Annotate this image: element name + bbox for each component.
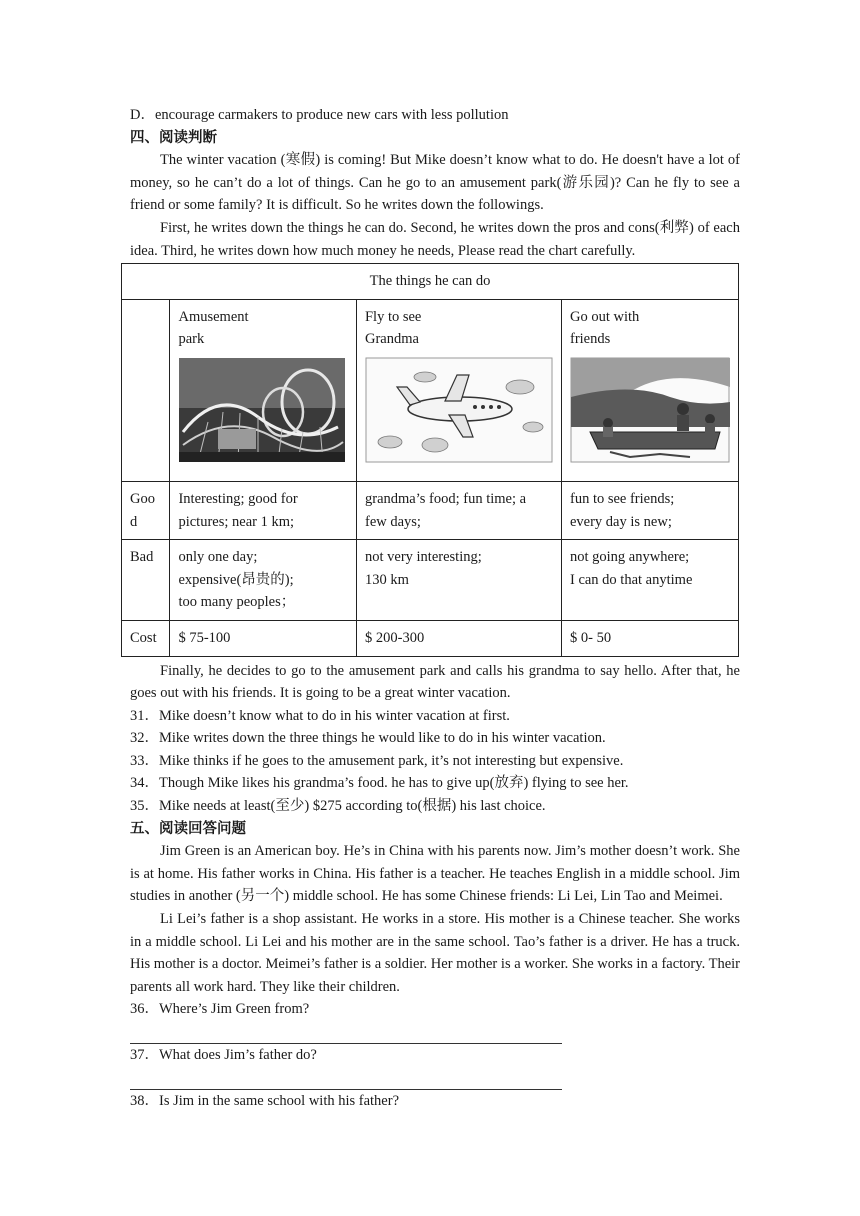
roller-coaster-image: [178, 357, 348, 475]
cell-line: pictures; near 1 km;: [178, 513, 295, 530]
col1-label-2: park: [178, 331, 205, 348]
section4-after-paragraph: Finally, he decides to go to the amusement park and calls his grandma to say hello. After that, he goes out with his friends. It is going to be a great winter vacation.: [130, 662, 740, 702]
friends-image: [570, 357, 730, 475]
cell-line: fun to see friends;: [569, 490, 675, 507]
cell-line: grandma’s food; fun time; a: [364, 490, 527, 507]
col3-label-1: Go out with: [569, 308, 640, 325]
cell-line: not going anywhere;: [569, 549, 690, 566]
answer-line-36[interactable]: [130, 1021, 562, 1044]
question-34: 34．Though Mike likes his grandma’s food. he has to give up(放弃) flying to see her.: [130, 775, 629, 792]
cost-fly-to-see-grandma: $ 200-300: [356, 620, 561, 656]
col-amusement-park: [170, 299, 357, 481]
cell-line: expensive(昂贵的);: [178, 571, 294, 588]
good-label-line-2: d: [130, 513, 138, 530]
question-32: 32．Mike writes down the three things he would like to do in his winter vacation.: [130, 730, 606, 747]
question-36: 36．Where’s Jim Green from?: [130, 1001, 310, 1018]
good-label-line-1: Goo: [130, 490, 155, 507]
row-label-bad: Bad: [122, 540, 170, 621]
cost-amusement-park: $ 75-100: [170, 620, 357, 656]
row-label-cost: Cost: [122, 620, 170, 656]
col-go-out-with-friends: [561, 299, 738, 481]
cell-line: not very interesting;: [364, 549, 482, 566]
table-empty-cell: [122, 299, 170, 481]
cost-go-out-with-friends: $ 0- 50: [561, 620, 738, 656]
question-33: 33．Mike thinks if he goes to the amusement park, it’s not interesting but expensive.: [130, 752, 624, 769]
airplane-image: [365, 357, 553, 475]
good-go-out-with-friends: [561, 481, 738, 539]
col2-label-1: Fly to see: [364, 308, 422, 325]
col1-label-1: Amusement: [178, 308, 249, 325]
col2-label-2: Grandma: [364, 331, 419, 348]
section5-heading: 五、阅读回答问题: [130, 820, 246, 837]
document-page: [130, 104, 740, 1112]
section4-paragraph-1: The winter vacation (寒假) is coming! But Mike doesn’t know what to do. He doesn't have a lot of money, so he can’t do a lot of things. Can he go to an amusement park(游乐园)? Can he fly to see a friend or some family? It is difficult. So he writes down the followings.: [130, 152, 740, 214]
question-31: 31．Mike doesn’t know what to do in his winter vacation at first.: [130, 707, 510, 724]
cell-line: only one day;: [178, 549, 258, 566]
section5-paragraph-2: Li Lei’s father is a shop assistant. He works in a store. His mother is a Chinese teacher. She works in a middle school. Li Lei and his mother are in the same school. Tao’s father is a driver. He has a truck. His mother is a doctor. Meimei’s father is a soldier. Her mother is a worker. She works in a factory. Their parents all work hard. They like their children.: [130, 911, 740, 995]
cell-line: I can do that anytime: [569, 571, 693, 588]
cell-line: every day is new;: [569, 513, 672, 530]
section5-paragraph-1: Jim Green is an American boy. He’s in China with his parents now. Jim’s mother doesn’t work. She is at home. His father works in China. His father is a teacher. He teaches English in a middle school. Jim studies in another (另一个) middle school. He has some Chinese friends: Li Lei, Lin Tao and Meimei.: [130, 843, 740, 905]
good-amusement-park: [170, 481, 357, 539]
cell-line: 130 km: [364, 571, 409, 588]
cell-line: Interesting; good for: [178, 490, 298, 507]
bad-amusement-park: [170, 540, 357, 621]
col-fly-to-see-grandma: [356, 299, 561, 481]
section4-paragraph-2: First, he writes down the things he can do. Second, he writes down the pros and cons(利弊) of each idea. Third, he writes down how much money he needs, Please read the chart carefully.: [130, 219, 740, 259]
cell-line: few days;: [364, 513, 421, 530]
answer-line-37[interactable]: [130, 1067, 562, 1090]
section4-heading: 四、阅读判断: [130, 129, 217, 146]
question-37: 37．What does Jim’s father do?: [130, 1047, 317, 1063]
col3-label-2: friends: [569, 331, 611, 348]
row-label-good: [122, 481, 170, 539]
option-d: D．encourage carmakers to produce new cars with less pollution: [130, 107, 509, 123]
good-fly-to-see-grandma: [356, 481, 561, 539]
cell-line: too many peoples；: [178, 594, 296, 611]
bad-go-out-with-friends: [561, 540, 738, 621]
question-38: 38．Is Jim in the same school with his father?: [130, 1092, 400, 1109]
question-35: 35．Mike needs at least(至少) $275 according to(根据) his last choice.: [130, 798, 546, 815]
bad-fly-to-see-grandma: [356, 540, 561, 621]
table-caption: The things he can do: [122, 264, 739, 300]
things-table: [121, 263, 739, 656]
